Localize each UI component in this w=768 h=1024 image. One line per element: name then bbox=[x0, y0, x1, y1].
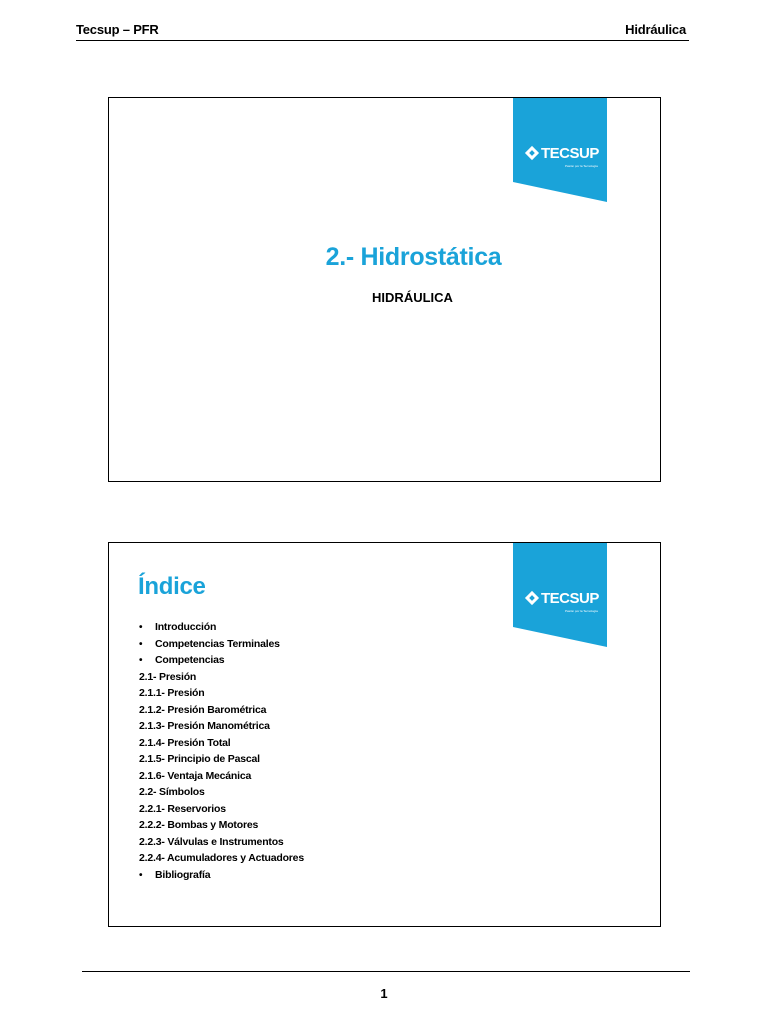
index-item: 2.1.6- Ventaja Mecánica bbox=[139, 769, 252, 782]
index-item: • Bibliografía bbox=[139, 867, 304, 884]
logo-tagline-text: Pasión por la Tecnología bbox=[565, 164, 598, 168]
slide-title-card bbox=[108, 97, 661, 482]
header-institution: Tecsup – PFR bbox=[76, 22, 159, 37]
index-title: Índice bbox=[138, 573, 206, 600]
index-item: 2.2.4- Acumuladores y Actuadores bbox=[139, 852, 304, 864]
index-item: 2.2.1- Reservorios bbox=[139, 802, 226, 815]
logo-brand-text: TECSUP bbox=[541, 590, 599, 607]
index-item: 2.1.3- Presión Manométrica bbox=[139, 720, 270, 732]
index-item: 2.1.5- Principio de Pascal bbox=[139, 753, 260, 765]
index-item: • Competencias Terminales bbox=[139, 636, 304, 653]
index-item: • Competencias bbox=[139, 652, 304, 669]
index-item: 2.1- Presión bbox=[139, 670, 197, 683]
index-item: • Introducción bbox=[139, 619, 304, 636]
logo-brand-text: TECSUP bbox=[541, 145, 599, 162]
tecsup-logo bbox=[513, 543, 607, 647]
index-item: 2.2- Símbolos bbox=[139, 786, 205, 798]
index-list bbox=[139, 619, 304, 883]
header-course: Hidráulica bbox=[625, 22, 686, 37]
slide-title: 2.- Hidrostática bbox=[325, 243, 502, 271]
index-item: 2.1.4- Presión Total bbox=[139, 736, 231, 749]
tecsup-logo bbox=[513, 98, 607, 202]
page-number: 1 bbox=[380, 986, 388, 1001]
header-divider bbox=[76, 40, 689, 41]
index-item: 2.2.2- Bombas y Motores bbox=[139, 819, 259, 831]
index-item: 2.1.1- Presión bbox=[139, 687, 205, 699]
logo-tagline-text: Pasión por la Tecnología bbox=[565, 609, 598, 613]
footer-divider bbox=[82, 971, 690, 972]
page-header bbox=[76, 22, 686, 42]
slide-subtitle: HIDRÁULICA bbox=[372, 290, 453, 305]
index-item: 2.2.3- Válvulas e Instrumentos bbox=[139, 835, 284, 848]
index-item: 2.1.2- Presión Barométrica bbox=[139, 703, 267, 716]
slide-index bbox=[108, 542, 661, 927]
